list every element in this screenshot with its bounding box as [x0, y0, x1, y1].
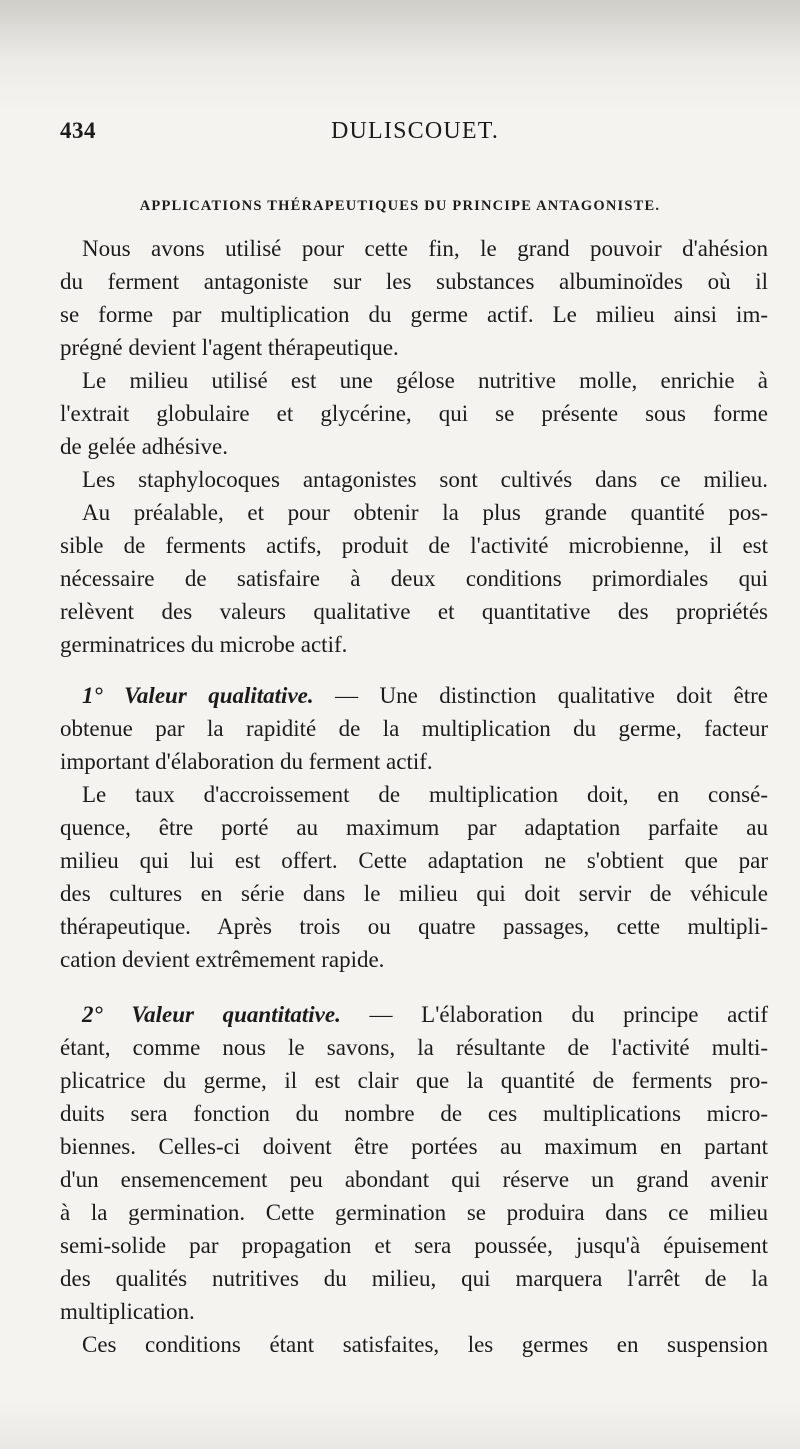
- text-line: plicatrice du germe, il est clair que la quantité de ferments pro-: [60, 1068, 768, 1093]
- paragraph: [60, 778, 768, 976]
- text-line: à la germination. Cette germination se produira dans ce milieu: [60, 1200, 768, 1225]
- paragraph: [60, 496, 768, 661]
- text-line: thérapeutique. Après trois ou quatre passages, cette multipli-: [60, 914, 768, 939]
- text-line: Le milieu utilisé est une gélose nutritive molle, enrichie à: [82, 368, 768, 393]
- text-run: — Une distinction qualitative doit être: [313, 683, 768, 708]
- text-line: des qualités nutritives du milieu, qui marquera l'arrêt de la: [60, 1266, 768, 1291]
- section-title: APPLICATIONS THÉRAPEUTIQUES DU PRINCIPE ANTAGONISTE.: [139, 198, 661, 214]
- paragraph: [60, 679, 768, 778]
- text-run: — L'élaboration du principe actif: [340, 1002, 768, 1027]
- body-text: [60, 232, 768, 1361]
- text-line: semi-solide par propagation et sera poussée, jusqu'à épuisement: [60, 1233, 768, 1258]
- paragraph: [60, 998, 768, 1328]
- text-line: cation devient extrêmement rapide.: [60, 947, 385, 972]
- text-line: duits sera fonction du nombre de ces multiplications micro-: [60, 1101, 768, 1126]
- page-header: [60, 118, 770, 158]
- text-line: germinatrices du microbe actif.: [60, 632, 348, 657]
- spacer: [60, 976, 768, 998]
- paragraph: [60, 1328, 768, 1361]
- text-line: Ces conditions étant satisfaites, les germes en suspension: [82, 1332, 768, 1357]
- text-line: important d'élaboration du ferment actif.: [60, 749, 433, 774]
- text-line: biennes. Celles-ci doivent être portées au maximum en partant: [60, 1134, 768, 1159]
- text-line: des cultures en série dans le milieu qui doit servir de véhicule: [60, 881, 768, 906]
- text-line: [60, 679, 768, 712]
- text-line: Nous avons utilisé pour cette fin, le grand pouvoir d'ahésion: [82, 236, 768, 261]
- spacer: [60, 661, 768, 679]
- text-line: l'extrait globulaire et glycérine, qui se présente sous forme: [60, 401, 768, 426]
- text-line: quence, être porté au maximum par adaptation parfaite au: [60, 815, 768, 840]
- paragraph: [60, 364, 768, 463]
- text-line: relèvent des valeurs qualitative et quantitative des propriétés: [60, 599, 768, 624]
- paragraph: [60, 463, 768, 496]
- text-line: prégné devient l'agent thérapeutique.: [60, 335, 399, 360]
- text-line: multiplication.: [60, 1299, 195, 1324]
- subsection-label: 1° Valeur qualitative.: [82, 683, 314, 708]
- text-line: [60, 998, 768, 1031]
- text-line: d'un ensemencement peu abondant qui réserve un grand avenir: [60, 1167, 768, 1192]
- text-line: se forme par multiplication du germe actif. Le milieu ainsi im-: [60, 302, 768, 327]
- text-line: étant, comme nous le savons, la résultante de l'activité multi-: [60, 1035, 768, 1060]
- text-line: obtenue par la rapidité de la multiplication du germe, facteur: [60, 716, 768, 741]
- text-line: milieu qui lui est offert. Cette adaptation ne s'obtient que par: [60, 848, 768, 873]
- paragraph: [60, 232, 768, 364]
- page-number: 434: [60, 118, 96, 143]
- text-line: nécessaire de satisfaire à deux conditions primordiales qui: [60, 566, 768, 591]
- text-line: Au préalable, et pour obtenir la plus grande quantité pos-: [82, 500, 768, 525]
- text-line: Le taux d'accroissement de multiplication doit, en consé-: [82, 782, 768, 807]
- text-line: du ferment antagoniste sur les substances albuminoïdes où il: [60, 269, 768, 294]
- running-head: DULISCOUET.: [330, 118, 500, 144]
- text-line: Les staphylocoques antagonistes sont cultivés dans ce milieu.: [82, 467, 768, 492]
- subsection-label: 2° Valeur quantitative.: [82, 1002, 341, 1027]
- text-line: sible de ferments actifs, produit de l'activité microbienne, il est: [60, 533, 768, 558]
- text-line: de gelée adhésive.: [60, 434, 228, 459]
